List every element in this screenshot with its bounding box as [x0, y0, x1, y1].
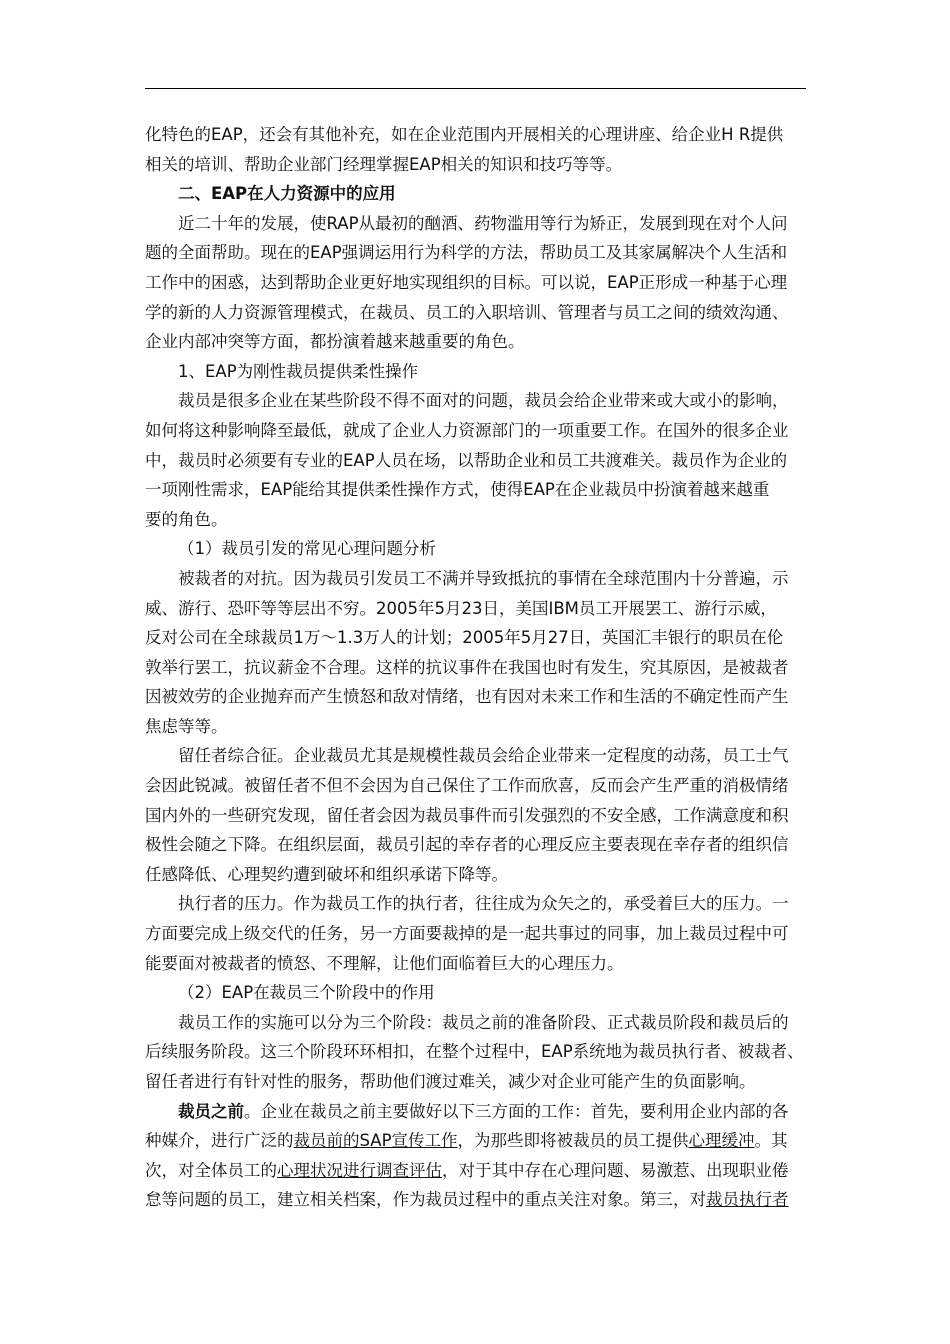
text-line: （2）EAP在裁员三个阶段中的作用: [178, 983, 435, 1003]
text-line: [145, 1126, 806, 1156]
text-line: （1）裁员引发的常见心理问题分析: [178, 539, 436, 559]
bold-lead: 裁员之前: [178, 1101, 244, 1121]
text-line: 反对公司在全球裁员1万～1.3万人的计划；2005年5月27日，英国汇丰银行的职员在伦: [145, 628, 784, 648]
text-line: 方面要完成上级交代的任务，另一方面要裁掉的是一起共事过的同事，加上裁员过程中可: [145, 924, 789, 944]
text-span: ，为那些即将被裁员的员工提供: [457, 1131, 689, 1151]
text-line: 二、EAP在人力资源中的应用: [178, 184, 396, 204]
text-line: 被裁者的对抗。因为裁员引发员工不满并导致抵抗的事情在全球范围内十分普遍，示: [178, 568, 789, 588]
underlined-term: 裁员前的SAP宣传工作: [293, 1131, 458, 1151]
text-line: [145, 1097, 806, 1127]
text-line: 执行者的压力。作为裁员工作的执行者，往往成为众矢之的，承受着巨大的压力。一: [178, 894, 789, 914]
text-line: 留任者进行有针对性的服务，帮助他们渡过难关，减少对企业可能产生的负面影响。: [145, 1072, 756, 1091]
text-line: 学的新的人力资源管理模式，在裁员、员工的入职培训、管理者与员工之间的绩效沟通、: [145, 302, 789, 322]
text-line: 因被效劳的企业抛弃而产生愤怒和敌对情绪，也有因对未来工作和生活的不确定性而产生: [145, 687, 789, 707]
text-line: [145, 1185, 806, 1215]
text-line: 留任者综合征。企业裁员尤其是规模性裁员会给企业带来一定程度的动荡，员工士气: [178, 746, 789, 766]
text-line: 企业内部冲突等方面，都扮演着越来越重要的角色。: [145, 332, 525, 352]
text-line: 1、EAP为刚性裁员提供柔性操作: [178, 361, 419, 381]
text-span: 种媒介，进行广泛的: [145, 1131, 294, 1151]
text-line: 会因此锐减。被留任者不但不会因为自己保住了工作而欣喜，反而会产生严重的消极情绪: [145, 776, 789, 796]
text-line: [145, 1156, 806, 1186]
text-line: 极性会随之下降。在组织层面，裁员引起的幸存者的心理反应主要表现在幸存者的组织信: [145, 835, 789, 855]
text-line: 中，裁员时必须要有专业的EAP人员在场，以帮助企业和员工共渡难关。裁员作为企业的: [145, 450, 788, 470]
text-line: 化特色的EAP，还会有其他补充，如在企业范围内开展相关的心理讲座、给企业H R提供: [145, 125, 784, 144]
text-line: 题的全面帮助。现在的EAP强调运用行为科学的方法，帮助员工及其家属解决个人生活和: [145, 243, 788, 263]
text-line: 近二十年的发展，使RAP从最初的酗酒、药物滥用等行为矫正，发展到现在对个人问: [178, 213, 788, 233]
text-line: 后续服务阶段。这三个阶段环环相扣，在整个过程中，EAP系统地为裁员执行者、被裁者、: [145, 1042, 804, 1062]
header-rule: [145, 88, 806, 89]
text-line: 威、游行、恐吓等等层出不穷。2005年5月23日，美国IBM员工开展罢工、游行示威，: [145, 598, 777, 618]
text-line: 焦虑等等。: [145, 716, 228, 736]
text-line: 一项刚性需求，EAP能给其提供柔性操作方式，使得EAP在企业裁员中扮演着越来越重: [145, 480, 770, 500]
underlined-term: 心理缓冲: [688, 1131, 755, 1151]
text-span: 。其: [754, 1131, 788, 1151]
text-line: 如何将这种影响降至最低，就成了企业人力资源部门的一项重要工作。在国外的很多企业: [145, 420, 789, 440]
text-span: 。企业在裁员之前主要做好以下三方面的工作：首先，要利用企业内部的各: [244, 1101, 789, 1121]
text-line: 裁员是很多企业在某些阶段不得不面对的问题，裁员会给企业带来或大或小的影响，: [178, 391, 789, 411]
text-line: 工作中的困惑，达到帮助企业更好地实现组织的目标。可以说，EAP正形成一种基于心理: [145, 272, 788, 292]
underlined-term: 心理状况进行调查评估: [277, 1160, 442, 1180]
document-body: [145, 120, 806, 1215]
text-line: 任感降低、心理契约遭到破坏和组织承诺下降等。: [145, 864, 508, 884]
text-line: 敦举行罢工，抗议薪金不合理。这样的抗议事件在我国也时有发生，究其原因，是被裁者: [145, 657, 789, 677]
text-span: 怠等问题的员工，建立相关档案，作为裁员过程中的重点关注对象。第三，对: [145, 1190, 706, 1210]
text-line: 相关的培训、帮助企业部门经理掌握EAP相关的知识和技巧等等。: [145, 154, 623, 174]
text-span: 次，对全体员工的: [145, 1160, 277, 1180]
text-line: 国内外的一些研究发现，留任者会因为裁员事件而引发强烈的不安全感，工作满意度和积: [145, 805, 789, 825]
text-span: ，对于其中存在心理问题、易激惹、出现职业倦: [442, 1160, 789, 1180]
text-line: 能要面对被裁者的愤怒、不理解，让他们面临着巨大的心理压力。: [145, 953, 624, 973]
underlined-term: 裁员执行者: [706, 1190, 789, 1210]
text-line: 裁员工作的实施可以分为三个阶段：裁员之前的准备阶段、正式裁员阶段和裁员后的: [178, 1012, 789, 1032]
text-line: 要的角色。: [145, 509, 228, 529]
